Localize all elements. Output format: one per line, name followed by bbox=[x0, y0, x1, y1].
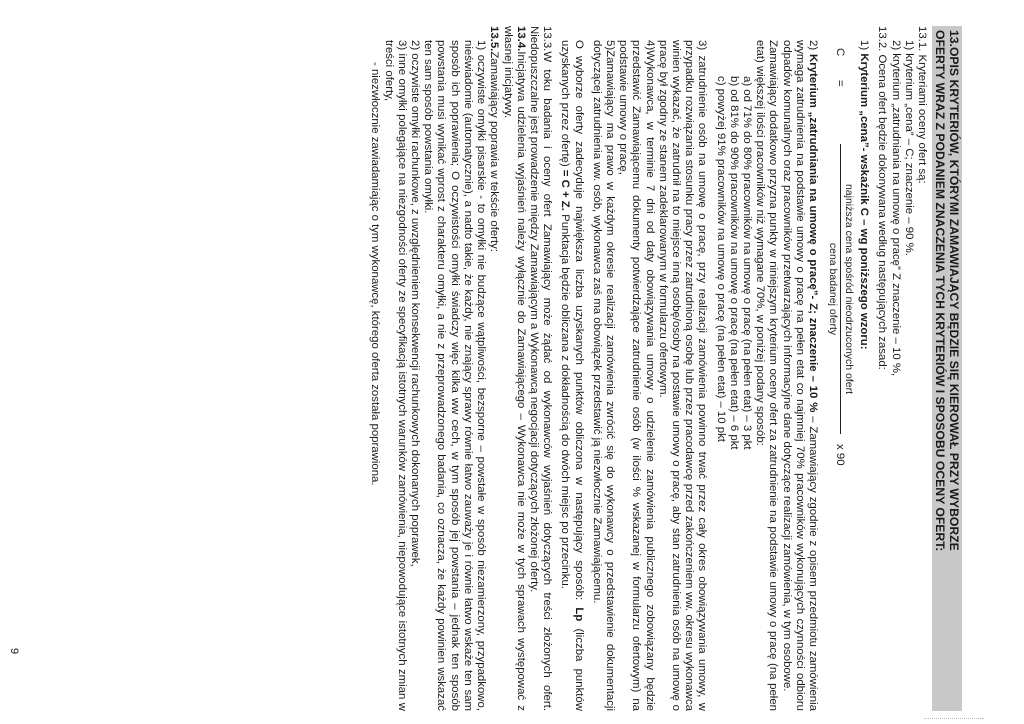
criterion-employment-number: 2) bbox=[806, 40, 819, 51]
title-line-2: OFERTY WRAZ Z PODANIEM ZNACZENIA TYCH KRYTERIÓW I SPOSOBU OCENY OFERT: bbox=[933, 30, 947, 552]
offer-selection-text-3: Punktacja będzie obliczana z dokładnością do dwóch miejsc po przecinku. bbox=[559, 210, 572, 589]
scoring-option-b: b) od 81% do 90% pracowników na umowę o pracę (na pełen etat) – 6 pkt bbox=[727, 76, 740, 450]
formula-equals: = bbox=[833, 80, 846, 87]
obvious-typos-item: 1) oczywiste omyłki pisarskie - to omyłki nie budzące wątpliwości, bezsporne – powstałe w sposób niezamierzony, przypadkowo, nieświadomie (automatycznie), a nadto takie, że każdy, nie znający sprawy równie łatwo zauważy je i równie łatwo wskaże ten sam sposób ich poprawienia; O oczywistości omyłki świadczy więc kilka ww cech, w tym sposób jej powstania – jednak ten sposób powstania musi wynikać wprost z charakteru omyłki, a nie z przeprowadzonego badania, co oznacza, że każdy powinien wskazać ten sam sposób powstania omyłki. bbox=[422, 40, 488, 711]
employment-documents-paragraph: 4)Wykonawca, w terminie 7 dni od daty obowiązywania umowy o udzielenie zamówienia publicznego zobowiązany będzie przedstawić Zamawiającemu dokumenty potwierdzające zatrudnienie osób (w ilości % wskazanej w formularzu ofertowym) na podstawie umowy o pracę, bbox=[617, 40, 656, 711]
offer-selection-formula: = C + Z. bbox=[559, 169, 572, 211]
section-13-5-number: 13.5. bbox=[488, 26, 501, 52]
offer-selection-paragraph bbox=[558, 40, 584, 711]
page-content bbox=[368, 26, 962, 711]
section-13-4-paragraph bbox=[500, 26, 526, 711]
formula-fraction bbox=[826, 144, 855, 434]
section-13-2-heading: 13.2. Ocena ofert będzie dokonywana według następujących zasad: bbox=[876, 26, 889, 370]
formula-denominator: cena badanej oferty bbox=[826, 242, 839, 336]
section-13-4-number: 13.4. bbox=[514, 26, 527, 52]
employment-control-paragraph: 5)Zamawiający ma prawo w każdym okresie realizacji zamówienia zwrócić się do wykonawcy o przedstawienie dokumentacji dotyczącej zatrudnienia ww. osób, wykonawca zaś ma obowiązek przedstawić ją niezwłocznie Zamawiającemu. bbox=[590, 40, 616, 711]
section-13-5-text: Zamawiający poprawia w tekście oferty: bbox=[488, 51, 501, 253]
section-13-1-heading: 13.1. Kryteriami oceny ofert są: bbox=[916, 26, 928, 184]
other-errors-item: 3) inne omyłki polegające na niezgodności oferty ze specyfikacją istotnych warunków zamówienia, niepowodujące istotnych zmian w treści oferty, bbox=[382, 40, 408, 711]
section-13-4-text: Inicjatywa udzielenia wyjaśnień należy wyłącznie do Zamawiającego – Wykonawca nie może w tych sprawach występować z własnej inicjatywy. bbox=[501, 26, 527, 711]
offer-selection-lp: Lp bbox=[572, 607, 585, 622]
formula-multiplier: x 90 bbox=[833, 444, 846, 466]
criterion-employment-paragraph bbox=[779, 40, 819, 711]
section-13-title bbox=[932, 26, 962, 711]
criterion-price-item: 1) kryterium „cena” – C; znaczenie – 90 %. bbox=[902, 40, 915, 256]
employment-duration-paragraph: 3) zatrudnienie osób na umowę o pracę, przy realizacji zamówienia powinno trwać przez cały okres obowiązywania umowy, w przypadku rozwiązania stosunku pracy przez zatrudnioną osobę lub przez pracodawcę przed zakończeniem ww. okresu wykonawca winien wykazać, że zatrudnił na to miejsce inną osobę/osoby na postawie umowy o pracę, aby stan zatrudnienia osób na umowę o pracę był zgodny ze stanem zadeklarowanym w formularzu ofertowym. bbox=[656, 40, 709, 711]
formula-numerator: najniższa cena spośród nieodrzuconych ofert bbox=[840, 144, 855, 434]
price-formula bbox=[825, 26, 855, 711]
criterion-price-title: Kryterium „cena”- wskaźnik C – wg poniższego wzoru: bbox=[858, 53, 871, 350]
notification-line: - niezwłocznie zawiadamiając o tym wykonawcę, którego oferta została poprawiona. bbox=[369, 62, 382, 486]
criterion-price-heading bbox=[857, 40, 870, 711]
offer-selection-text-1: O wyborze oferty zadecyduje największa liczba uzyskanych punktów obliczona w następujący sposób: bbox=[572, 40, 585, 608]
section-13-5-heading bbox=[487, 26, 500, 711]
section-13-3-paragraph: 13.3.W toku badania i oceny ofert Zamawiający może żądać od wykonawców wyjaśnień dotyczących treści złożonych ofert. Niedopuszczalne jest prowadzenie między Zamawiającym a Wykonawcą negocjacji dotyczących złożonej oferty. bbox=[527, 26, 554, 711]
title-line-1: 13.OPIS KRYTERIÓW, KTÓRYMI ZAMAWIAJĄCY BĘDZIE SIĘ KIEROWAŁ PRZY WYBORZE bbox=[947, 30, 961, 551]
calculation-errors-item: 2) oczywiste omyłki rachunkowe, z uwzględnieniem konsekwencji rachunkowych dokonanych poprawek, bbox=[409, 40, 422, 567]
criterion-employment-title: Kryterium „zatrudniania na umowę o pracę”- Z; znaczenie – 10 % bbox=[806, 54, 819, 413]
offer-selection-text-2: (liczba punktów uzyskanych przez ofertę) bbox=[559, 40, 585, 711]
criterion-employment-scoring: Zamawiający dodatkowo przyzna punkty w niniejszym kryterium oceny ofert za zatrudnienie na podstawie umowy o pracę (na pełen etat) większej ilości pracowników niż wymagane 70%, w poniżej podany sposób: bbox=[754, 40, 780, 711]
scoring-option-c: c) powyżej 91% pracowników na umowę o pracę (na pełen etat) – 10 pkt bbox=[714, 76, 727, 442]
criterion-employment-text: – Zamawiający zgodnie z opisem przedmiotu zamówienia wymaga zatrudnienia na podstawie umowy o pracę na pełen etat co najmniej 70% pracowników wykonujących czynności odbioru odpadów komunalnych oraz pracowników przetwarzających informacyjne dane dotyczące realizacji zamówienia, w tym osobowe. bbox=[780, 40, 819, 711]
scoring-option-a: a) od 71% do 80% pracowników na umowę o pracę (na pełen etat) – 3 pkt bbox=[740, 76, 753, 450]
criterion-employment-item: 2) kryterium „zatrudniania na umowę o pracę” Z znaczenie – 10 %, bbox=[889, 40, 902, 377]
page-number: 9 bbox=[8, 648, 20, 655]
criterion-price-number: 1) bbox=[858, 40, 871, 51]
scan-mark bbox=[924, 718, 984, 719]
formula-symbol: C bbox=[833, 48, 846, 57]
